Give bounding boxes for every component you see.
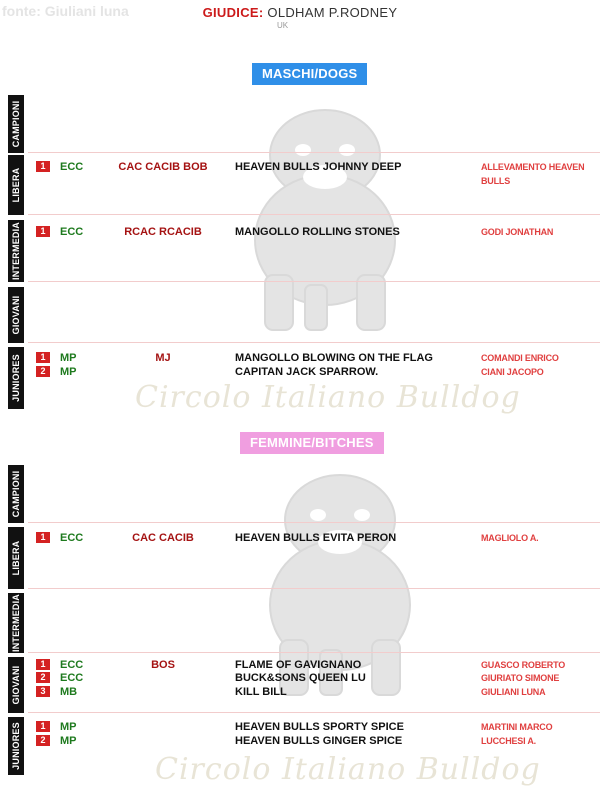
dog-name: CAPITAN JACK SPARROW. (235, 366, 379, 378)
result-row (8, 225, 600, 239)
divider (28, 152, 600, 153)
place-badge: 1 (36, 226, 50, 237)
class-label: GIOVANI (8, 657, 24, 713)
dog-name: MANGOLLO BLOWING ON THE FLAG (235, 352, 433, 364)
qualification: ECC (60, 161, 84, 173)
judge-label: GIUDICE: (202, 5, 264, 20)
class-label: INTERMEDIA (8, 220, 24, 282)
class-giovani-males (8, 287, 600, 343)
males-header: MASCHI/DOGS (252, 63, 367, 85)
place-badge: 1 (36, 352, 50, 363)
class-intermedia-males (8, 220, 600, 282)
place-badge: 2 (36, 735, 50, 746)
result-row (8, 658, 600, 672)
class-label: LIBERA (8, 155, 24, 215)
class-campioni-females (8, 465, 600, 523)
result-row (8, 531, 600, 545)
result-row (8, 720, 600, 734)
owner: GIURIATO SIMONE (481, 673, 560, 683)
class-label: JUNIORES (8, 347, 24, 409)
class-label: CAMPIONI (8, 95, 24, 153)
owner: LUCCHESI A. (481, 736, 536, 746)
class-libera-females (8, 527, 600, 589)
qualification: MP (60, 735, 77, 747)
qualification: ECC (60, 672, 84, 684)
place-badge: 3 (36, 686, 50, 697)
owner: GUASCO ROBERTO (481, 660, 566, 670)
divider (28, 652, 600, 653)
divider (28, 522, 600, 523)
class-label: JUNIORES (8, 717, 24, 775)
class-label: CAMPIONI (8, 465, 24, 523)
qualification: ECC (60, 532, 84, 544)
divider (28, 712, 600, 713)
result-row (8, 671, 600, 685)
dog-name: HEAVEN BULLS GINGER SPICE (235, 735, 403, 747)
divider (28, 281, 600, 282)
club-watermark: Circolo Italiano Bulldog (135, 380, 521, 415)
judge-country: UK (277, 21, 289, 30)
females-header: FEMMINE/BITCHES (240, 432, 384, 454)
place-badge: 2 (36, 366, 50, 377)
award: CAC CACIB BOB (118, 161, 208, 173)
place-badge: 1 (36, 532, 50, 543)
place-badge: 2 (36, 672, 50, 683)
dog-name: HEAVEN BULLS EVITA PERON (235, 532, 397, 544)
result-row (8, 685, 600, 699)
class-label: INTERMEDIA (8, 593, 24, 653)
owner: CIANI JACOPO (481, 367, 544, 377)
result-row (8, 365, 600, 379)
qualification: MP (60, 721, 77, 733)
award: MJ (155, 352, 171, 364)
qualification: MB (60, 686, 78, 698)
place-badge: 1 (36, 659, 50, 670)
owner: ALLEVAMENTO HEAVEN BULLS (481, 162, 585, 186)
place-badge: 1 (36, 161, 50, 172)
result-row (8, 734, 600, 748)
qualification: ECC (60, 226, 84, 238)
dog-name: FLAME OF GAVIGNANO (235, 659, 362, 671)
owner: COMANDI ENRICO (481, 353, 559, 363)
dog-name: KILL BILL (235, 686, 287, 698)
result-row (8, 351, 600, 365)
class-giovani-females (8, 657, 600, 713)
award: CAC CACIB (132, 532, 194, 544)
dog-name: HEAVEN BULLS SPORTY SPICE (235, 721, 404, 733)
class-juniores-males (8, 347, 600, 409)
award: RCAC RCACIB (124, 226, 202, 238)
owner: GODI JONATHAN (481, 227, 554, 237)
class-label: GIOVANI (8, 287, 24, 343)
owner: GIULIANI LUNA (481, 687, 546, 697)
owner: MARTINI MARCO (481, 722, 553, 732)
dog-name: MANGOLLO ROLLING STONES (235, 226, 400, 238)
divider (28, 214, 600, 215)
class-label: LIBERA (8, 527, 24, 589)
qualification: ECC (60, 659, 84, 671)
qualification: MP (60, 352, 77, 364)
dog-name: BUCK&SONS QUEEN LU (235, 672, 366, 684)
source-credit: fonte: Giuliani luna (2, 3, 129, 19)
class-libera-males (8, 155, 600, 215)
judge-line (0, 5, 600, 20)
award: BOS (151, 659, 175, 671)
qualification: MP (60, 366, 77, 378)
judge-name: OLDHAM P.RODNEY (267, 5, 398, 20)
dog-name: HEAVEN BULLS JOHNNY DEEP (235, 161, 402, 173)
class-intermedia-females (8, 593, 600, 653)
class-campioni-males (8, 95, 600, 153)
owner: MAGLIOLO A. (481, 533, 539, 543)
class-juniores-females (8, 717, 600, 775)
divider (28, 342, 600, 343)
place-badge: 1 (36, 721, 50, 732)
divider (28, 588, 600, 589)
club-watermark: Circolo Italiano Bulldog (155, 752, 541, 787)
